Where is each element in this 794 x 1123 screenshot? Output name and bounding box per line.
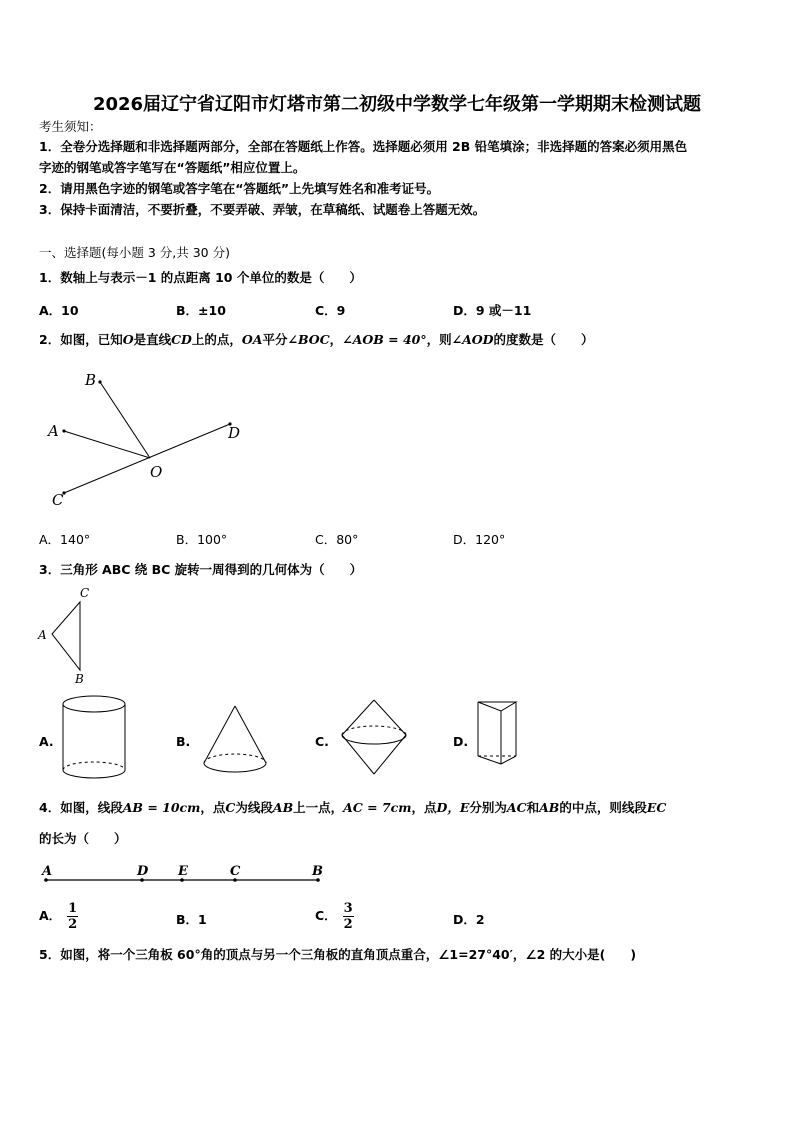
ray-ob — [100, 382, 150, 458]
label-b: B — [75, 672, 84, 686]
q1-option-b[interactable]: B．±10 — [176, 303, 226, 318]
notice-heading: 考生须知： — [39, 119, 102, 134]
lower-cone-left — [342, 735, 374, 774]
middle-ellipse-front — [342, 735, 406, 744]
triangle-abc-figure — [35, 582, 105, 687]
angle-figure — [40, 360, 260, 520]
question-5-stem: 5．如图，将一个三角板 60°角的顶点与另一个三角板的直角顶点重合，∠1=27°40′，∠2 的大小是( ) — [39, 947, 637, 962]
point-a — [62, 429, 65, 432]
triangle-abc — [52, 602, 80, 670]
segment-figure — [38, 858, 328, 888]
label-c: C — [230, 864, 241, 879]
q2-option-c[interactable]: C．80° — [315, 532, 359, 547]
notice-line-1a: 1．全卷分选择题和非选择题两部分，全部在答题纸上作答。选择题必须用 2B 铅笔填涂；非选择题的答案必须用黑色 — [39, 139, 688, 154]
q3-option-b-label[interactable]: B. — [176, 734, 191, 749]
fraction-one-half: $\frac{1}{2}$ — [68, 901, 78, 932]
section-heading: 一、选择题(每小题 3 分,共 30 分) — [39, 245, 230, 260]
label-a: A — [48, 422, 59, 440]
cylinder-figure[interactable] — [58, 690, 133, 785]
triangular-prism-figure[interactable] — [472, 694, 532, 774]
question-4-stem-line-2: 的长为（ ） — [39, 831, 127, 846]
label-a: A — [42, 864, 53, 879]
label-b: B — [312, 864, 323, 879]
question-4-stem-line-1: 4．如图，线段AB = 10cm，点C为线段AB上一点，AC = 7cm，点D，E分别为AC和AB的中点，则线段EC — [39, 800, 667, 815]
q3-option-c-label[interactable]: C. — [315, 734, 329, 749]
question-3-stem: 3．三角形 ABC 绕 BC 旋转一周得到的几何体为（ ） — [39, 562, 363, 577]
label-e: E — [178, 864, 188, 879]
question-1-stem: 1．数轴上与表示－1 的点距离 10 个单位的数是（ ） — [39, 270, 362, 285]
ray-oa — [64, 431, 150, 458]
q1-option-d[interactable]: D．9 或－11 — [453, 303, 532, 318]
middle-ellipse-back — [342, 726, 406, 735]
notice-line-3: 3．保持卡面清洁，不要折叠，不要弄破、弄皱，在草稿纸、试题卷上答题无效。 — [39, 202, 486, 217]
q4-option-b[interactable]: B．1 — [176, 912, 207, 927]
q1-option-c[interactable]: C．9 — [315, 303, 346, 318]
lower-cone-right — [374, 735, 406, 774]
prism-top-face — [478, 702, 516, 711]
label-b: B — [85, 371, 97, 389]
q3-option-a-label[interactable]: A. — [39, 734, 54, 749]
label-d: D — [228, 424, 241, 442]
cone-base-back — [204, 754, 266, 763]
prism-bottom-front-right — [501, 756, 516, 764]
page-title: 2026届辽宁省辽阳市灯塔市第二初级中学数学七年级第一学期期末检测试题 — [92, 94, 702, 115]
label-c: C — [80, 586, 90, 600]
label-d: D — [137, 864, 149, 879]
q3-option-d-label[interactable]: D. — [453, 734, 469, 749]
q1-option-a[interactable]: A．10 — [39, 303, 79, 318]
cylinder-bottom-front — [63, 770, 125, 778]
q2-option-a[interactable]: A．140° — [39, 532, 91, 547]
label-a: A — [38, 628, 47, 642]
label-o: O — [150, 463, 163, 481]
question-2-stem: 2．如图，已知O是直线CD上的点，OA平分∠BOC，∠AOB = 40°，则∠AOD的度数是（ ） — [39, 332, 594, 347]
cylinder-bottom-back — [63, 762, 125, 770]
cone-base-front — [204, 763, 266, 772]
point-b — [98, 380, 101, 383]
cone-left-edge — [204, 706, 235, 763]
line-cd — [64, 424, 230, 493]
label-c: C — [52, 491, 64, 509]
fraction-three-halves: $\frac{3}{2}$ — [343, 901, 353, 932]
notice-line-2: 2．请用黑色字迹的钢笔或答字笔在“答题纸”上先填写姓名和准考证号。 — [39, 181, 440, 196]
prism-bottom-front-left — [478, 756, 501, 764]
q4-option-d[interactable]: D．2 — [453, 912, 485, 927]
cylinder-top — [63, 696, 125, 712]
double-cone-figure[interactable] — [337, 694, 412, 784]
q2-option-b[interactable]: B．100° — [176, 532, 228, 547]
cone-figure[interactable] — [198, 700, 273, 785]
notice-line-1b: 字迹的钢笔或答字笔写在“答题纸”相应位置上。 — [39, 160, 306, 175]
q4-option-c[interactable]: C． $\frac{3}{2}$ — [315, 901, 353, 932]
q2-option-d[interactable]: D．120° — [453, 532, 506, 547]
q4-option-a[interactable]: A． $\frac{1}{2}$ — [39, 901, 78, 932]
